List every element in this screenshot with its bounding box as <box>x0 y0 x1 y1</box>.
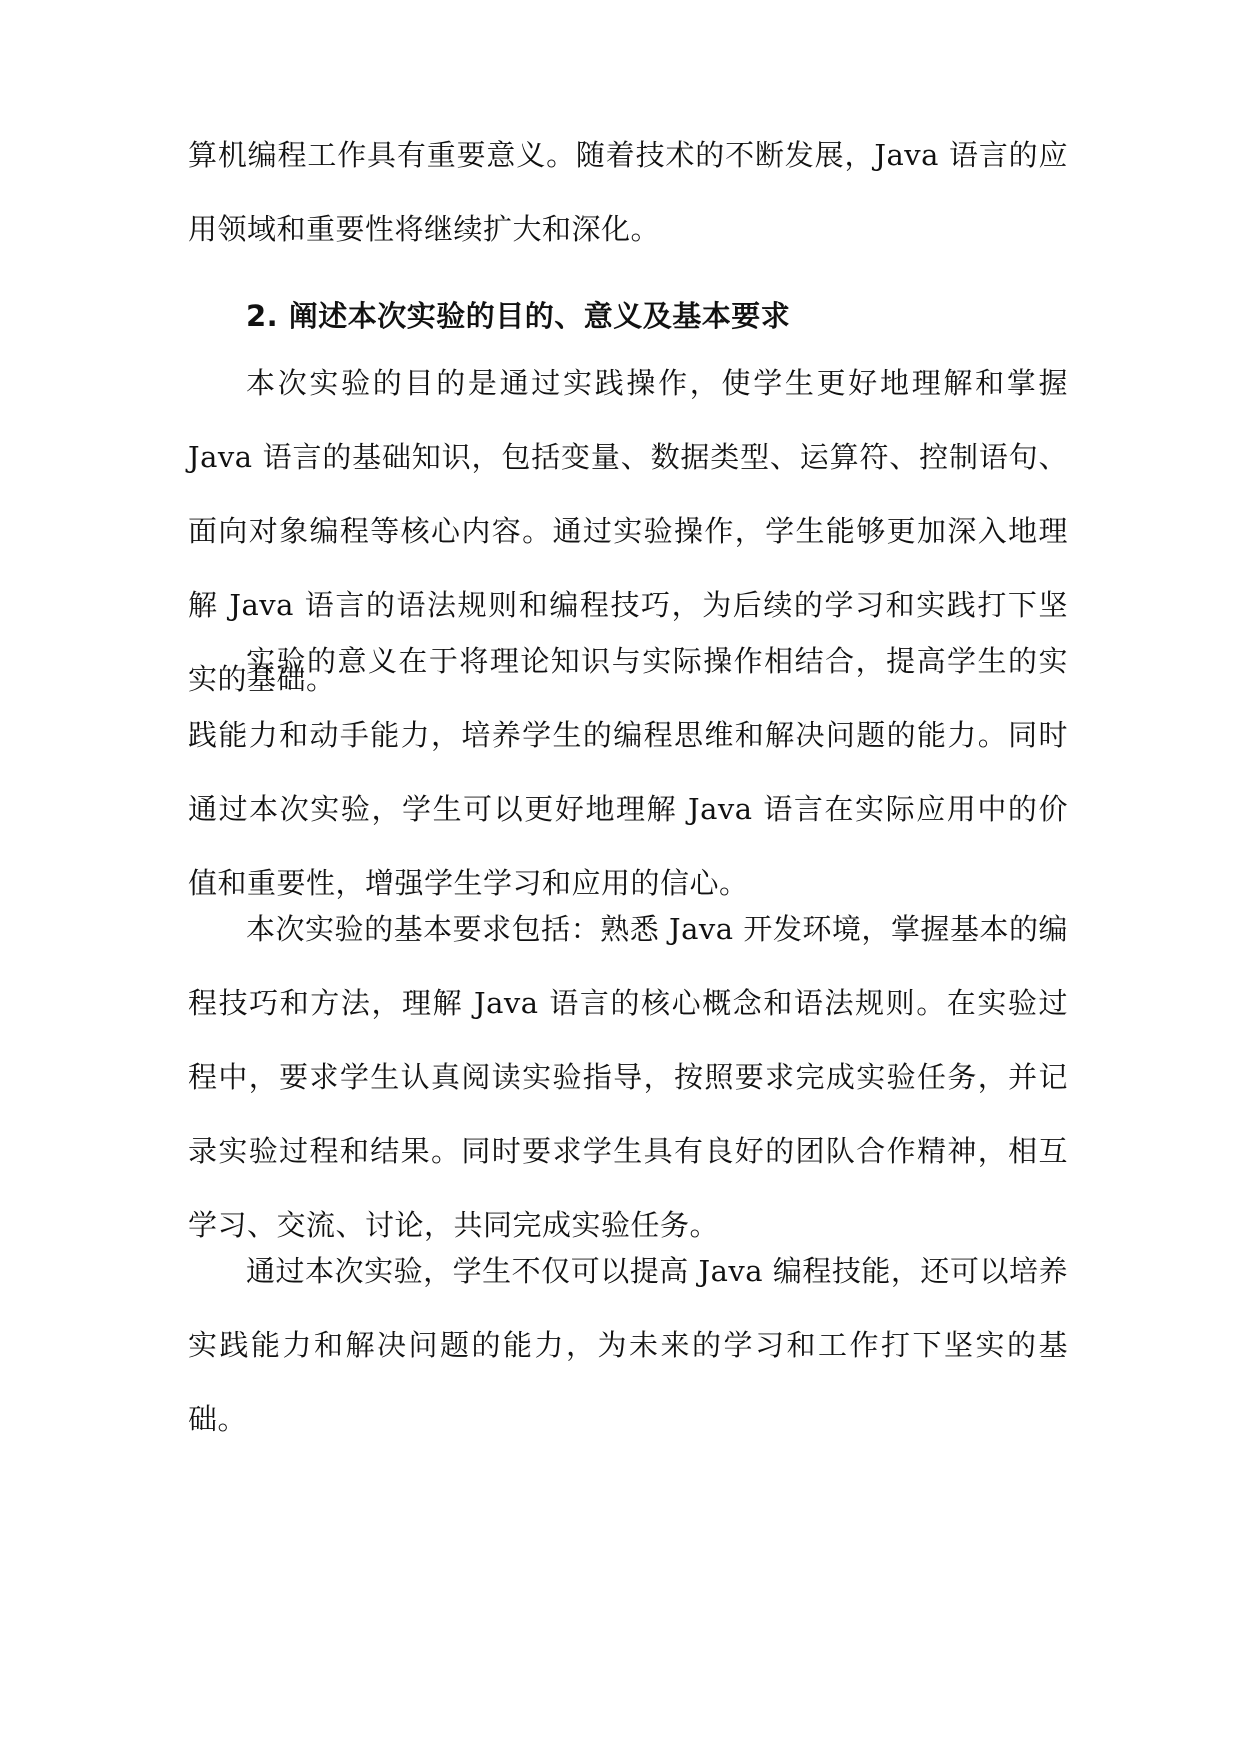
paragraph-conclusion: 通过本次实验，学生不仅可以提高 Java 编程技能，还可以培养实践能力和解决问题的能力，为未来的学习和工作打下坚实的基础。 <box>188 1254 1068 1436</box>
paragraph-purpose: 本次实验的目的是通过实践操作，使学生更好地理解和掌握 Java 语言的基础知识，包括变量、数据类型、运算符、控制语句、面向对象编程等核心内容。通过实验操作，学生能够更加深入地理解 Java 语言的语法规则和编程技巧，为后续的学习和实践打下坚实的基础。 <box>188 366 1068 696</box>
section-heading: 2. 阐述本次实验的目的、意义及基本要求 <box>246 299 791 333</box>
paragraph-significance: 实验的意义在于将理论知识与实际操作相结合，提高学生的实践能力和动手能力，培养学生的编程思维和解决问题的能力。同时通过本次实验，学生可以更好地理解 Java 语言在实际应用中的价值和重要性，增强学生学习和应用的信心。 <box>188 644 1068 900</box>
paragraph-requirements: 本次实验的基本要求包括：熟悉 Java 开发环境，掌握基本的编程技巧和方法，理解 Java 语言的核心概念和语法规则。在实验过程中，要求学生认真阅读实验指导，按照要求完成实验任务，并记录实验过程和结果。同时要求学生具有良好的团队合作精神，相互学习、交流、讨论，共同完成实验任务。 <box>188 912 1068 1242</box>
continuation-paragraph: 算机编程工作具有重要意义。随着技术的不断发展，Java 语言的应用领域和重要性将继续扩大和深化。 <box>188 138 1068 246</box>
